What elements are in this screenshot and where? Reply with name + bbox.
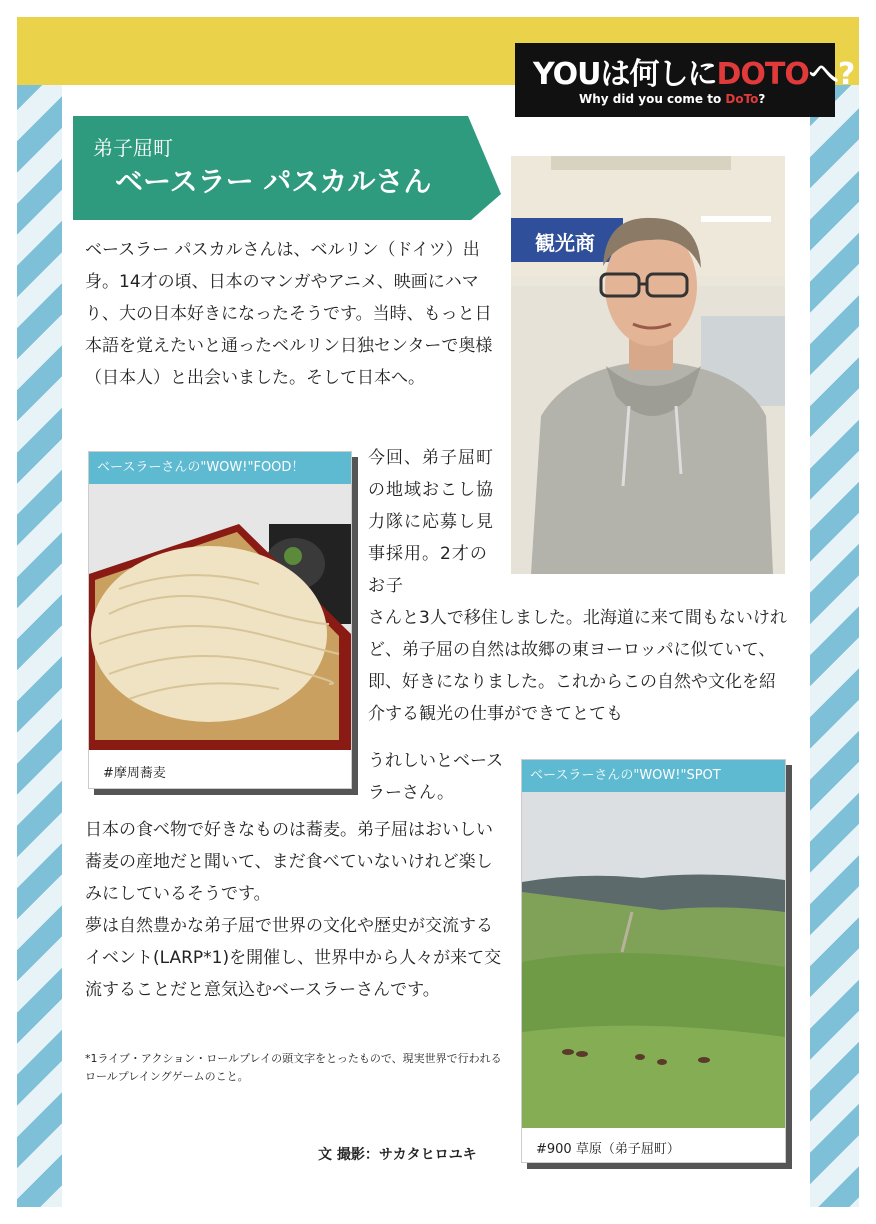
photo-credit: 文 撮影：サカタヒロユキ <box>318 1147 477 1163</box>
footnote: *1ライブ・アクション・ロールプレイの頭文字をとったもので、現実世界で行われるロールプレイングゲームのこと。 <box>85 1052 502 1083</box>
series-logo <box>515 43 855 117</box>
spot-card-header: ベースラーさんの"WOW!"SPOT <box>522 760 785 792</box>
body-paragraph-2-part-1: 今回、弟子屈町の地域おこし協力隊に応募し見事採用。2才のお子 <box>368 448 494 596</box>
portrait-photo <box>511 156 785 574</box>
body-paragraph-4: 夢は自然豊かな弟子屈で世界の文化や歴史が交流するイベント(LARP*1)を開催し、世界中から人々が来て交流することだと意気込むベースラーさんです。 <box>85 916 502 1000</box>
food-card-header: ベースラーさんの"WOW!"FOOD！ <box>89 452 351 484</box>
soba-photo <box>89 484 351 750</box>
food-card <box>88 451 352 789</box>
food-card-caption: #摩周蕎麦 <box>103 766 166 781</box>
body-paragraph-1: ベースラー パスカルさんは、ベルリン（ドイツ）出身。14才の頃、日本のマンガやアニメ、映画にハマり、大の日本好きになったそうです。当時、もっと日本語を覚えたいと通ったベルリン日独センターで奥様（日本人）と出会いました。そして日本へ。 <box>85 240 493 388</box>
portrait-illustration <box>511 156 785 574</box>
person-name: ベースラー パスカルさん <box>115 165 432 198</box>
spot-card-caption: #900 草原（弟子屈町） <box>536 1142 680 1157</box>
spot-card <box>521 759 786 1163</box>
body-paragraph-2-part-3: うれしいとベースラーさん。 <box>368 751 504 803</box>
grassland-photo <box>522 792 785 1128</box>
sign-text: 観光商 <box>535 231 595 255</box>
body-paragraph-2-part-2: さんと3人で移住しました。北海道に来て間もないけれど、弟子屈の自然は故郷の東ヨーロッパに似ていて、即、好きになりました。これからこの自然や文化を紹介する観光の仕事ができてとても <box>368 608 787 724</box>
logo-title: YOUは何しにDOTOへ? <box>533 57 855 92</box>
logo-subtitle: Why did you come to DoTo? <box>579 92 766 106</box>
body-paragraph-3: 日本の食べ物で好きなものは蕎麦。弟子屈はおいしい蕎麦の産地だと聞いて、まだ食べていないけれど楽しみにしているそうです。 <box>85 820 493 904</box>
town-label: 弟子屈町 <box>93 136 173 160</box>
name-banner <box>73 116 501 220</box>
